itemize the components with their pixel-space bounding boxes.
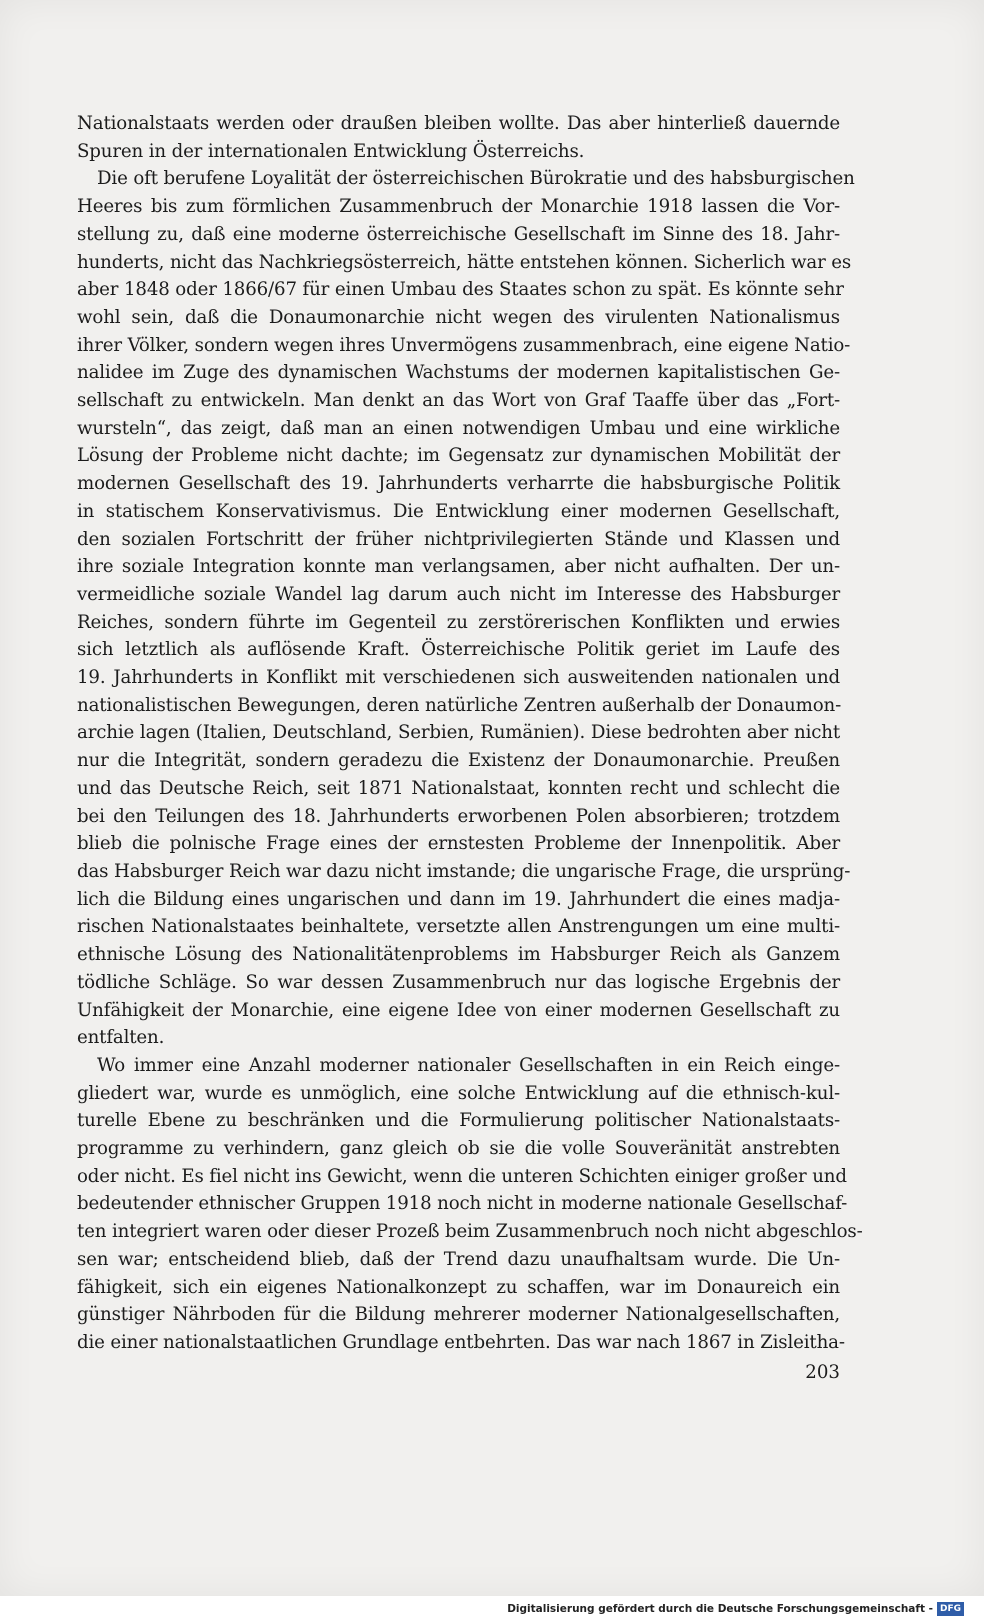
page-number: 203 (805, 1362, 840, 1383)
text-line: die einer nationalstaatlichen Grundlage entbehrten. Das war nach 1867 in Zisleitha- (77, 1331, 845, 1353)
text-line: stellung zu, daß eine moderne österreichische Gesellschaft im Sinne des 18. Jahr- (77, 223, 840, 245)
text-line: 19. Jahrhunderts in Konflikt mit verschiedenen sich ausweitenden nationalen und (77, 667, 840, 689)
text-line: sich letztlich als auflösende Kraft. Österreichische Politik geriet im Laufe des (77, 639, 840, 661)
text-line: sen war; entscheidend blieb, daß der Trend dazu unaufhaltsam wurde. Die Un- (77, 1248, 840, 1270)
text-line: entfalten. (77, 1027, 165, 1049)
text-line: nur die Integrität, sondern geradezu die Existenz der Donaumonarchie. Preußen (77, 750, 840, 772)
text-line: Nationalstaats werden oder draußen bleiben wollte. Das aber hinterließ dauernde (77, 113, 840, 134)
text-line: bedeutender ethnischer Gruppen 1918 noch nicht in moderne nationale Gesellschaf- (77, 1193, 848, 1215)
text-line: günstiger Nährboden für die Bildung mehrerer moderner Nationalgesellschaften, (77, 1304, 840, 1326)
text-line: wursteln“, das zeigt, daß man an einen notwendigen Umbau und eine wirkliche (77, 417, 840, 439)
text-line: und das Deutsche Reich, seit 1871 Nationalstaat, konnten recht und schlecht die (77, 777, 840, 799)
text-line: ten integriert waren oder dieser Prozeß beim Zusammenbruch noch nicht abgeschlos- (77, 1221, 863, 1243)
text-line: modernen Gesellschaft des 19. Jahrhunderts verharrte die habsburgische Politik (77, 473, 840, 495)
text-line: in statischem Konservativismus. Die Entwicklung einer modernen Gesellschaft, (77, 500, 840, 522)
text-line: programme zu verhindern, ganz gleich ob sie die volle Souveränität anstrebten (77, 1138, 840, 1160)
text-line: blieb die polnische Frage eines der ernstesten Probleme der Innenpolitik. Aber (77, 833, 840, 855)
text-line: Reiches, sondern führte im Gegenteil zu zerstörerischen Konflikten und erwies (77, 611, 840, 633)
text-line: ihre soziale Integration konnte man verlangsamen, aber nicht aufhalten. Der un- (77, 556, 840, 578)
text-line: das Habsburger Reich war dazu nicht imstande; die ungarische Frage, die ursprüng- (77, 860, 851, 882)
body-text (77, 110, 863, 1357)
text-line: turelle Ebene zu beschränken und die Formulierung politischer Nationalstaats- (77, 1110, 840, 1132)
credit-text: Digitalisierung gefördert durch die Deutsche Forschungsgemeinschaft - (507, 1603, 933, 1615)
text-line: nalidee im Zuge des dynamischen Wachstums der modernen kapitalistischen Ge- (77, 362, 840, 384)
text-line: nationalistischen Bewegungen, deren natürliche Zentren außerhalb der Donaumon- (77, 694, 842, 716)
text-line: rischen Nationalstaates beinhaltete, versetzte allen Anstrengungen um eine multi- (77, 916, 840, 938)
digitization-credit (507, 1602, 964, 1616)
text-line: hunderts, nicht das Nachkriegsösterreich, hätte entstehen können. Sicherlich war es (77, 251, 852, 273)
text-line: ethnische Lösung des Nationalitätenproblems im Habsburger Reich als Ganzem (77, 944, 840, 966)
text-line: aber 1848 oder 1866/67 für einen Umbau des Staates schon zu spät. Es könnte sehr (77, 279, 844, 301)
text-line: den sozialen Fortschritt der früher nichtprivilegierten Stände und Klassen und (77, 528, 840, 550)
text-line: archie lagen (Italien, Deutschland, Serbien, Rumänien). Diese bedrohten aber nicht (77, 722, 840, 744)
text-line: Die oft berufene Loyalität der österreichischen Bürokratie und des habsburgischen (97, 168, 855, 190)
text-line: Lösung der Probleme nicht dachte; im Gegensatz zur dynamischen Mobilität der (77, 445, 840, 467)
text-line: Wo immer eine Anzahl moderner nationaler Gesellschaften in ein Reich einge- (97, 1054, 840, 1076)
text-line: Heeres bis zum förmlichen Zusammenbruch der Monarchie 1918 lassen die Vor- (77, 196, 840, 218)
text-line: Unfähigkeit der Monarchie, eine eigene Idee von einer modernen Gesellschaft zu (77, 999, 840, 1021)
text-line: vermeidliche soziale Wandel lag darum auch nicht im Interesse des Habsburger (77, 583, 840, 605)
text-line: wohl sein, daß die Donaumonarchie nicht wegen des virulenten Nationalismus (77, 306, 840, 328)
text-line: oder nicht. Es fiel nicht ins Gewicht, wenn die unteren Schichten einiger großer und (77, 1165, 847, 1187)
text-line: fähigkeit, sich ein eigenes Nationalkonzept zu schaffen, war im Donaureich ein (77, 1276, 840, 1298)
text-line: bei den Teilungen des 18. Jahrhunderts erworbenen Polen absorbieren; trotzdem (77, 805, 840, 827)
text-line: sellschaft zu entwickeln. Man denkt an das Wort von Graf Taaffe über das „Fort- (77, 390, 840, 412)
text-line: lich die Bildung eines ungarischen und dann im 19. Jahrhundert die eines madja- (77, 888, 840, 910)
text-line: Spuren in der internationalen Entwicklung Österreichs. (77, 140, 585, 162)
dfg-logo: DFG (937, 1602, 964, 1616)
text-line: ihrer Völker, sondern wegen ihres Unvermögens zusammenbrach, eine eigene Natio- (77, 334, 851, 356)
text-line: gliedert war, wurde es unmöglich, eine solche Entwicklung auf die ethnisch-kul- (77, 1082, 840, 1104)
text-line: tödliche Schläge. So war dessen Zusammenbruch nur das logische Ergebnis der (77, 971, 840, 993)
